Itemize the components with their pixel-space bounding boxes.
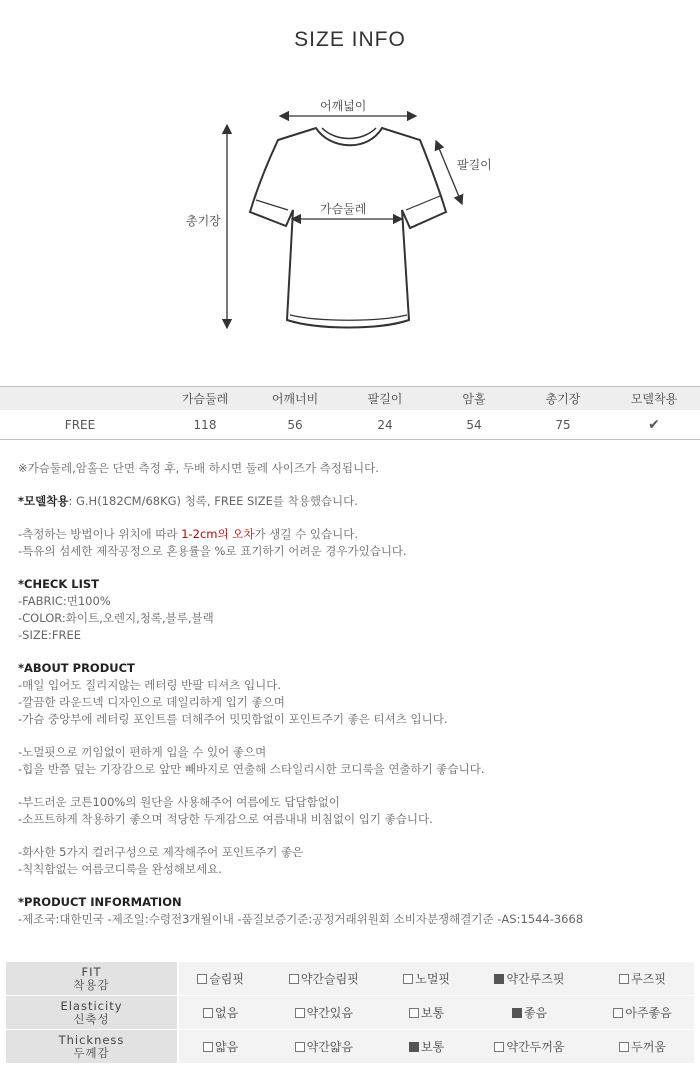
list-item: -소프트하게 착용하기 좋으며 적당한 두게감으로 여름내내 비침없이 입기 좋습니다. xyxy=(18,812,433,826)
shoulder-label: 어깨넓이 xyxy=(320,99,367,113)
length-value: 75 xyxy=(518,410,608,440)
list-item: -SIZE:FREE xyxy=(18,628,81,642)
header-shoulder: 어깨너비 xyxy=(250,387,340,411)
thickness-option: 약간얇음 xyxy=(262,1030,385,1064)
header-armhole: 암홀 xyxy=(430,387,518,411)
elasticity-row xyxy=(6,996,694,1030)
check-list-heading: *CHECK LIST xyxy=(18,577,100,591)
list-item: -노멀핏으로 끼임없이 편하게 입을 수 있어 좋으며 xyxy=(18,745,267,759)
thickness-row xyxy=(6,1030,694,1064)
elasticity-option: 약간있음 xyxy=(262,996,385,1030)
elasticity-option: 좋음 xyxy=(468,996,591,1030)
header-length: 총기장 xyxy=(518,387,608,411)
fit-table xyxy=(6,962,694,1064)
check-icon: ✔ xyxy=(608,410,700,440)
thickness-option: 약간두꺼움 xyxy=(468,1030,591,1064)
page-title: SIZE INFO xyxy=(294,28,406,51)
header-sleeve: 팔길이 xyxy=(340,387,430,411)
thickness-option: 두꺼움 xyxy=(591,1030,694,1064)
fit-option: 약간루즈핏 xyxy=(468,962,591,996)
fit-option: 슬림핏 xyxy=(178,962,262,996)
elasticity-option: 보통 xyxy=(385,996,467,1030)
size-table xyxy=(0,386,700,440)
sleeve-value: 24 xyxy=(340,410,430,440)
header-blank xyxy=(0,387,160,411)
fit-option: 노멀핏 xyxy=(385,962,467,996)
about-heading: *ABOUT PRODUCT xyxy=(18,661,135,675)
list-item: -가슴 중앙부에 레터링 포인트를 더해주어 밋밋함없이 포인트주기 좋은 티셔츠 입니다. xyxy=(18,712,448,726)
list-item: -부드러운 코튼100%의 원단을 사용해주어 여름에도 답답함없이 xyxy=(18,795,340,809)
product-info-text: -제조국:대한민국 -제조일:수령전3개월이내 -품질보증기준:공정거래위원회 소비자분쟁해결기준 -AS:1544-3668 xyxy=(18,912,584,926)
list-item: -칙칙함없는 여름코디룩을 완성해보세요. xyxy=(18,862,222,876)
table-row xyxy=(0,410,700,440)
header-model: 모델착용 xyxy=(608,387,700,411)
tshirt-diagram xyxy=(0,0,700,380)
list-item: -힙을 반쯤 덮는 기장감으로 앞만 빼바지로 연출해 스타일리시한 코디룩을 연출하기 좋습니다. xyxy=(18,762,485,776)
thickness-option: 보통 xyxy=(385,1030,467,1064)
model-note: *모델착용: G.H(182CM/68KG) 청록, FREE SIZE를 착용했습니다. xyxy=(18,494,358,508)
size-table-header xyxy=(0,387,700,411)
error-note: -측정하는 방법이나 위치에 따라 1-2cm의 오차가 생길 수 있습니다. xyxy=(18,527,358,541)
sleeve-label: 팔길이 xyxy=(457,158,492,172)
size-name: FREE xyxy=(0,410,160,440)
tshirt-outline xyxy=(250,128,446,328)
list-item: -FABRIC:면100% xyxy=(18,594,111,608)
list-item: -매일 입어도 질리지않는 레터링 반팔 티셔츠 입니다. xyxy=(18,678,282,692)
fit-option: 루즈핏 xyxy=(591,962,694,996)
shoulder-value: 56 xyxy=(250,410,340,440)
chest-value: 118 xyxy=(160,410,250,440)
list-item: -깔끔한 라운드넥 디자인으로 데일리하게 입기 좋으며 xyxy=(18,695,285,709)
list-item: -화사한 5가지 컬러구성으로 제작해주어 포인트주기 좋은 xyxy=(18,845,304,859)
product-info-heading: *PRODUCT INFORMATION xyxy=(18,895,182,909)
header-chest: 가슴둘레 xyxy=(160,387,250,411)
thickness-option: 얇음 xyxy=(178,1030,262,1064)
elasticity-option: 없음 xyxy=(178,996,262,1030)
fit-option: 약간슬림핏 xyxy=(262,962,385,996)
elasticity-option: 아주좋음 xyxy=(591,996,694,1030)
list-item: -COLOR:화이트,오렌지,청록,블루,블랙 xyxy=(18,611,214,625)
measure-note: ※가슴둘레,암홀은 단면 측정 후, 두배 하시면 둘레 사이즈가 측정됩니다. xyxy=(18,461,379,475)
armhole-value: 54 xyxy=(430,410,518,440)
fit-row xyxy=(6,962,694,996)
fabric-note: -특유의 섬세한 제작공정으로 혼용률을 %로 표기하기 어려운 경우가있습니다. xyxy=(18,544,407,558)
thickness-label: Thickness 두께감 xyxy=(6,1030,178,1064)
fit-label: FIT 착용감 xyxy=(6,962,178,996)
elasticity-label: Elasticity 신축성 xyxy=(6,996,178,1030)
length-label: 총기장 xyxy=(186,214,221,228)
product-notes xyxy=(18,460,583,928)
chest-label: 가슴둘레 xyxy=(320,202,367,216)
